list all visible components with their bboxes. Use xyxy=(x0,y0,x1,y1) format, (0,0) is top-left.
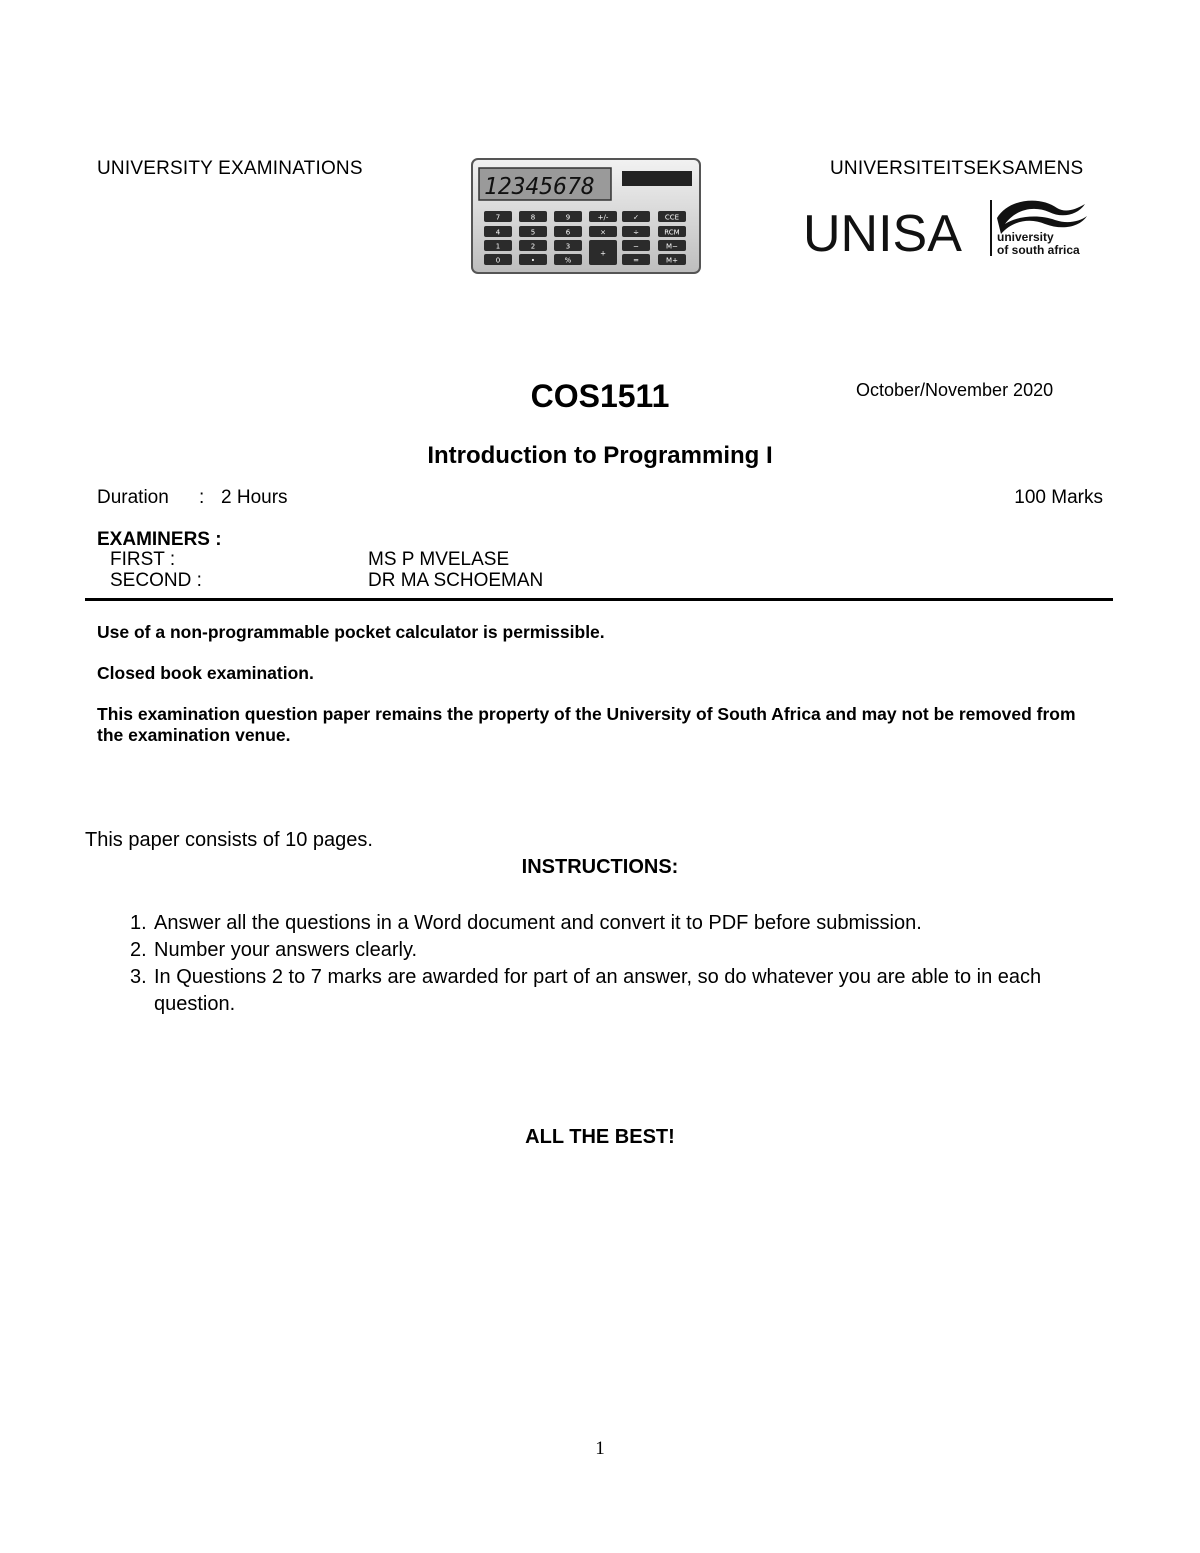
calculator-key-label: − xyxy=(633,242,639,251)
examiner-first-role: FIRST : xyxy=(110,549,176,570)
calculator-solar-panel xyxy=(622,171,692,186)
list-item-text: In Questions 2 to 7 marks are awarded for part of an answer, so do whatever you are able to in each question. xyxy=(154,966,1042,1015)
calculator-key-label: 8 xyxy=(530,213,536,222)
page-count-text: This paper consists of 10 pages. xyxy=(85,829,373,851)
calculator-key-label: 3 xyxy=(565,242,571,251)
duration xyxy=(97,487,288,509)
unisa-tagline-line1: university xyxy=(997,230,1054,244)
list-item-text: Number your answers clearly. xyxy=(154,939,418,961)
list-item xyxy=(130,964,1100,1018)
instructions-heading: INSTRUCTIONS: xyxy=(521,856,679,878)
calculator-key-label: 4 xyxy=(495,228,501,237)
calculator-key-label: RCM xyxy=(664,228,680,237)
duration-separator: : xyxy=(199,487,205,508)
calculator-image xyxy=(470,157,702,275)
unisa-logo xyxy=(803,194,1093,264)
list-item-number: 3. xyxy=(130,966,147,988)
list-item xyxy=(130,910,1100,937)
note-calculator: Use of a non-programmable pocket calculator is permissible. xyxy=(97,622,605,642)
duration-label: Duration xyxy=(97,487,169,508)
examiners-heading: EXAMINERS : xyxy=(97,529,222,550)
calculator-display-digits: 12345678 xyxy=(484,174,595,200)
unisa-flag-icon xyxy=(997,201,1087,234)
examiner-second-name: DR MA SCHOEMAN xyxy=(368,570,544,591)
page-number: 1 xyxy=(595,1438,605,1459)
course-title: Introduction to Programming I xyxy=(427,442,773,469)
calculator-key-label: 2 xyxy=(530,242,536,251)
calculator-key-label: M− xyxy=(666,242,678,251)
calculator-key-label: + xyxy=(600,249,606,258)
calculator-key-label: 7 xyxy=(495,213,501,222)
duration-value: 2 Hours xyxy=(221,487,288,508)
calculator-key-label: % xyxy=(564,256,572,265)
calculator-key-label: M+ xyxy=(666,256,678,265)
calculator-key-label: 9 xyxy=(565,213,571,222)
list-item-number: 1. xyxy=(130,912,147,934)
note-property: This examination question paper remains the property of the University of South Africa and may not be removed from the examination venue. xyxy=(97,704,1076,745)
exam-date: October/November 2020 xyxy=(856,380,1054,400)
calculator-key-label: +/- xyxy=(597,213,609,222)
unisa-tagline-line2: of south africa xyxy=(997,243,1080,257)
calculator-key-label: 1 xyxy=(495,242,501,251)
list-item-text: Answer all the questions in a Word document and convert it to PDF before submission. xyxy=(154,912,922,934)
calculator-key-label: = xyxy=(633,256,639,265)
list-item xyxy=(130,937,1100,964)
calculator-key-label: 0 xyxy=(495,256,501,265)
list-item-number: 2. xyxy=(130,939,147,961)
course-code: COS1511 xyxy=(530,378,670,414)
calculator-key-label: ÷ xyxy=(633,228,639,237)
instructions-list xyxy=(130,910,1100,1018)
header-right-title: UNIVERSITEITSEKSAMENS xyxy=(830,158,1084,179)
calculator-key-label: ✓ xyxy=(633,213,639,222)
calculator-key-label: • xyxy=(530,256,536,265)
divider xyxy=(85,598,1113,601)
note-closed-book: Closed book examination. xyxy=(97,663,314,683)
calculator-key-label: 6 xyxy=(565,228,571,237)
total-marks: 100 Marks xyxy=(1014,487,1103,508)
calculator-key-label: CCE xyxy=(664,213,680,222)
unisa-logo-wordmark: UNISA xyxy=(803,205,962,263)
header-left-title: UNIVERSITY EXAMINATIONS xyxy=(97,158,363,179)
examiner-second-role: SECOND : xyxy=(110,570,202,591)
closing-message: ALL THE BEST! xyxy=(525,1126,675,1148)
calculator-key-label: 5 xyxy=(530,228,536,237)
calculator-key-label: × xyxy=(600,228,606,237)
examiner-first-name: MS P MVELASE xyxy=(368,549,510,570)
